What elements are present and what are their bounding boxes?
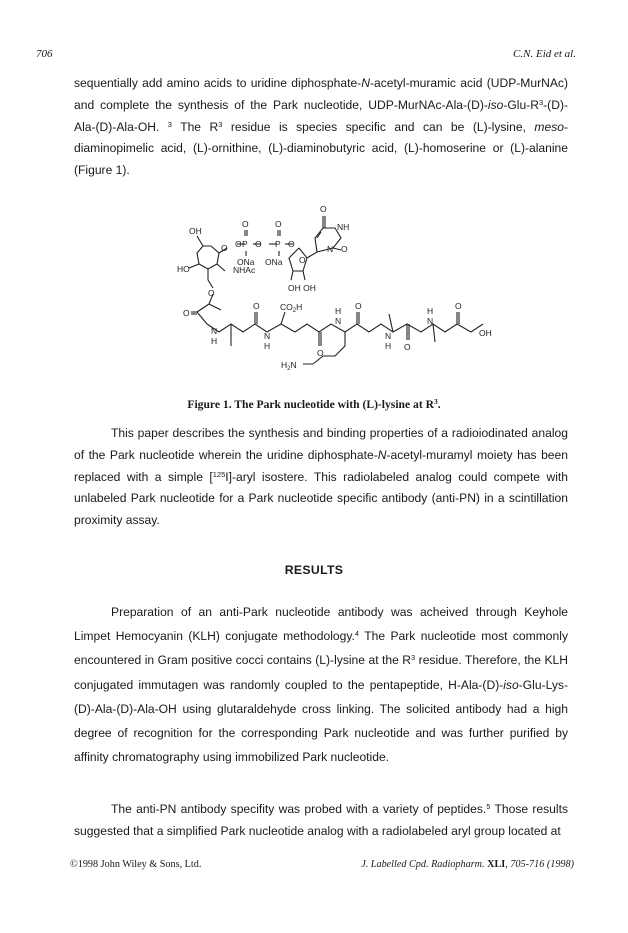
svg-text:H: H [385,341,392,351]
svg-text:O: O [455,301,462,311]
svg-text:H: H [427,306,434,316]
svg-text:ONa: ONa [265,257,283,267]
svg-text:HO: HO [177,264,190,274]
svg-text:N: N [335,316,342,326]
svg-text:H: H [335,306,342,316]
svg-text:P: P [275,239,281,249]
section-heading-results: RESULTS [284,563,344,577]
copyright-footer: ©1998 John Wiley & Sons, Ltd. [70,859,202,870]
svg-text:O: O [317,348,324,358]
svg-text:O: O [235,239,242,249]
running-head: C.N. Eid et al. [513,48,576,60]
svg-text:O: O [404,342,411,352]
intro-paragraph: sequentially add amino acids to uridine diphosphate-N-acetyl-muramic acid (UDP-MurNAc) and complete the synthesis of the Park nucleotide, UDP-$MurNAc-Ala-(D)-iso-Glu-R^3-(D)-Ala-(D)-Ala-OH$. $^3$ The $R^3$ residue is species specific and can be (L)-lysine, meso-diaminopimelic acid, (L)-ornithine, (L)-diaminobutyric acid, (L)-homoserine or (L)-alanine (Figure 1). [74,76,569,178]
svg-text:O: O [255,239,262,249]
svg-text:O: O [355,301,362,311]
svg-text:N: N [264,331,271,341]
svg-text:NH: NH [337,222,350,232]
figure-caption: Figure 1. The Park nucleotide with (L)-lysine at $R^3$. [187,397,441,411]
svg-text:O: O [208,288,215,298]
svg-text:NHAc: NHAc [233,265,256,275]
description-paragraph: This paper describes the synthesis and binding properties of a radioiodinated analog of the Park nucleotide wherein the uridine diphosphate-N-acetyl-muramyl moiety has been replaced with a simple [$^{125}$I]-aryl isostere. This radiolabeled analog could compete with unlabeled Park nucleotide for a Park nucleotide specific antibody (anti-PN) in a scintillation proximity assay. [74,426,568,528]
svg-text:N: N [327,244,334,254]
svg-text:OH: OH [479,328,492,338]
svg-text:N: N [211,326,218,336]
svg-text:OH: OH [189,226,202,236]
page-number: 706 [36,48,53,60]
results-paragraph-1: Preparation of an anti-Park nucleotide antibody was acheived through Keyhole Limpet Hemocyanin (KLH) conjugate methodology.$^4$ The Park nucleotide most commonly encountered in Gram positive cocci contains (L)-lysine at the $R^3$ residue. Therefore, the KLH conjugated immutagen was randomly coupled to the pentapeptide, H-Ala-(D)-iso-Glu-Lys-(D)-Ala-(D)-Ala-OH using glutaraldehyde cross linking. The solicited antibody had a high degree of recognition for the corresponding Park nucleotide and was further purified by affinity chromatography using immobilized Park nucleotide. [74,605,568,765]
park-nucleotide-structure [175,196,505,384]
svg-text:O: O [183,308,190,318]
results-paragraph-2: The anti-PN antibody specifity was probed with a variety of peptides.$^5$ Those results suggested that a simplified Park nucleotide analog with a radiolabeled aryl group located at [74,802,568,838]
svg-text:O: O [221,243,228,253]
svg-text:N: N [427,316,434,326]
svg-text:O: O [275,219,282,229]
svg-text:CO2H: $CO_2H$ [280,302,303,314]
svg-text:P: P [242,239,248,249]
svg-text:H: H [211,336,218,346]
svg-text:ONa: ONa [237,257,255,267]
svg-text:O: O [242,219,249,229]
svg-text:O: O [253,301,260,311]
svg-text:H2N: $H_2N$ [281,360,297,372]
svg-text:O: O [299,255,306,265]
svg-text:O: O [320,204,327,214]
svg-text:OH OH: OH OH [288,283,316,293]
svg-text:O: O [288,239,295,249]
journal-citation: J. Labelled Cpd. Radiopharm. XLI, 705-716 (1998) [361,859,574,870]
structure-bonds [189,216,483,364]
structure-atom-labels [177,204,492,372]
svg-text:H: H [264,341,271,351]
svg-text:N: N [385,331,392,341]
svg-text:O: O [341,244,348,254]
